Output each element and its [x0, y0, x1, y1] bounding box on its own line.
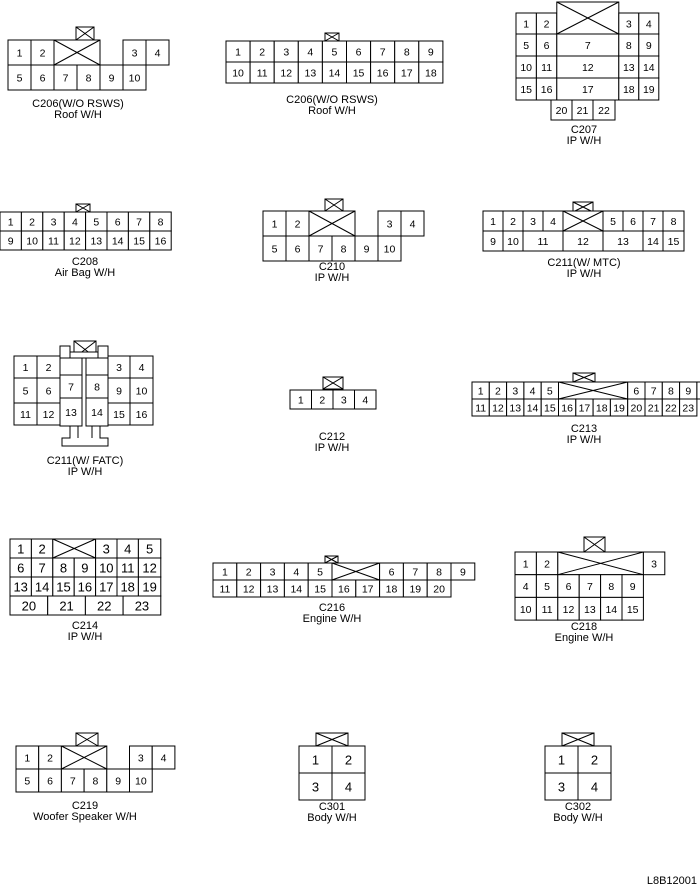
pin-number: 11 [219, 583, 231, 596]
pin-number: 7 [586, 581, 593, 594]
pin-number: 19 [409, 583, 422, 596]
pin-number: 14 [290, 583, 303, 596]
pin-number: 8 [59, 560, 68, 576]
pin-number: 2 [38, 541, 46, 557]
pin-number: 7 [650, 385, 657, 398]
pin-number: 6 [543, 40, 550, 52]
pin-number: 8 [92, 775, 99, 788]
connector-c301 [299, 733, 365, 824]
cable-bracket [62, 426, 108, 446]
pin-number: 6 [45, 385, 52, 398]
pin-number: 11 [475, 402, 487, 415]
connector-name: C210 [318, 261, 346, 273]
pin-number: 14 [647, 236, 659, 248]
figure-code: L8B12001 [646, 875, 697, 887]
pin-number: 2 [45, 362, 52, 374]
pin-number: 11 [541, 603, 553, 616]
pin-number: 2 [47, 752, 53, 765]
pin-number: 9 [629, 581, 636, 594]
connector-c218 [515, 537, 665, 644]
pin-number: 9 [115, 775, 122, 788]
pin-number: 7 [62, 72, 69, 85]
pin-number: 1 [221, 566, 228, 579]
harness-name: Engine W/H [302, 613, 362, 625]
connector-name: C213 [570, 423, 598, 435]
pin-number: 17 [578, 402, 591, 415]
pin-number: 1 [7, 216, 14, 229]
pin-number: 7 [317, 243, 324, 256]
pin-number: 9 [108, 72, 115, 85]
pin-number: 1 [297, 394, 304, 407]
pin-number: 11 [256, 67, 268, 80]
pin-number: 5 [271, 243, 278, 256]
pin-number: 5 [145, 541, 154, 557]
connector-c302 [545, 733, 611, 824]
pin-number: 2 [344, 752, 353, 768]
pin-number: 12 [581, 62, 594, 74]
pin-number: 13 [617, 236, 629, 248]
pin-number: 6 [17, 560, 25, 576]
pin-number: 4 [645, 18, 652, 31]
pin-number: 2 [39, 47, 46, 60]
harness-name: Roof W/H [54, 109, 102, 121]
pin-number: 21 [59, 598, 74, 614]
pin-number: 12 [42, 409, 55, 421]
pin-number: 15 [314, 583, 326, 596]
pin-number: 5 [546, 385, 553, 398]
pin-number: 16 [376, 67, 389, 80]
pin-number: 22 [598, 105, 610, 117]
pin-number: 16 [77, 579, 93, 595]
pin-number: 18 [595, 402, 608, 415]
pin-number: 12 [562, 603, 575, 616]
pin-number: 1 [22, 362, 29, 374]
pin-number: 13 [622, 62, 635, 74]
pin-number: 2 [319, 394, 326, 407]
pin-number: 18 [120, 579, 135, 595]
pin-number: 10 [128, 72, 141, 85]
pin-number: 17 [99, 579, 114, 595]
pin-number: 16 [540, 84, 553, 96]
pin-number: 1 [557, 752, 566, 768]
pin-number: 20 [555, 105, 568, 117]
pin-number: 2 [259, 46, 266, 59]
pin-number: 9 [81, 560, 89, 576]
pin-number: 8 [94, 381, 100, 394]
pin-number: 11 [537, 236, 549, 248]
harness-name: Roof W/H [308, 105, 356, 117]
pin-number: 10 [26, 235, 38, 248]
connector-name: C301 [318, 801, 346, 813]
pin-number: 3 [651, 558, 658, 571]
pin-number: 2 [544, 558, 551, 571]
pin-number: 6 [630, 216, 636, 228]
pin-number: 5 [93, 216, 100, 229]
pin-number: 4 [550, 216, 556, 228]
pin-number: 14 [34, 579, 50, 595]
connector-name: C214 [71, 620, 99, 632]
pin-number: 21 [576, 105, 589, 117]
pin-number: 8 [670, 216, 677, 228]
pin-number: 14 [111, 235, 124, 248]
pin-number: 14 [328, 67, 341, 80]
pin-number: 18 [385, 583, 398, 596]
connector-name: C211(W/ FATC) [46, 455, 124, 467]
connector-c219 [16, 733, 175, 823]
connector-name: C206(W/O RSWS) [286, 94, 378, 106]
connector-name: C302 [564, 801, 592, 813]
pin-number: 3 [386, 218, 393, 231]
pin-number: 4 [71, 216, 78, 229]
pin-number: 16 [561, 402, 573, 415]
connector-name: C208 [71, 256, 99, 268]
pin-number: 4 [160, 752, 167, 765]
connector-c206a [8, 27, 169, 121]
pin-number: 10 [135, 385, 148, 398]
pin-number: 15 [352, 67, 365, 80]
pin-number: 8 [436, 566, 443, 579]
connector-name: C207 [570, 124, 598, 136]
pin-number: 3 [50, 216, 57, 229]
pin-number: 21 [647, 402, 660, 415]
connector-name: C212 [318, 431, 346, 443]
pin-number: 3 [512, 385, 519, 398]
pin-number: 16 [135, 409, 148, 421]
pin-number: 1 [17, 541, 25, 557]
pin-number: 11 [120, 560, 135, 576]
pin-number: 5 [16, 72, 23, 85]
pin-number: 8 [157, 216, 164, 229]
pin-number: 9 [363, 243, 370, 256]
pin-number: 7 [136, 216, 143, 229]
pin-number: 1 [16, 47, 23, 60]
pin-number: 22 [665, 402, 677, 415]
connector-c212 [290, 377, 376, 454]
pin-number: 6 [47, 775, 53, 788]
pin-number: 2 [294, 218, 301, 231]
pin-number: 3 [557, 779, 566, 795]
connector-c213 [472, 373, 700, 446]
pin-number: 6 [355, 46, 362, 59]
connector-c216 [213, 556, 475, 625]
pin-number: 6 [633, 385, 640, 398]
pin-number: 9 [7, 235, 14, 248]
housing-tab [98, 346, 108, 358]
pin-number: 14 [605, 603, 618, 616]
pin-number: 3 [116, 362, 122, 374]
pin-number: 19 [642, 84, 655, 96]
harness-name: IP W/H [566, 135, 602, 147]
pin-number: 3 [311, 779, 320, 795]
pin-number: 13 [65, 407, 77, 419]
pin-number: 20 [433, 583, 445, 596]
pin-number: 9 [459, 566, 466, 579]
pin-number: 4 [124, 541, 132, 557]
pin-number: 3 [340, 394, 347, 407]
connector-c210 [263, 199, 424, 284]
connector-c211-fatc [14, 341, 153, 478]
pin-number: 4 [409, 218, 416, 231]
pin-number: 12 [492, 402, 504, 415]
pin-number: 17 [361, 583, 374, 596]
connector-c214 [10, 539, 161, 643]
pin-number: 10 [520, 62, 533, 74]
pin-number: 17 [400, 67, 413, 80]
harness-name: IP W/H [67, 466, 103, 478]
pin-number: 1 [490, 216, 496, 228]
pin-number: 7 [69, 775, 76, 788]
harness-name: IP W/H [566, 268, 602, 280]
pin-number: 14 [526, 402, 539, 415]
pin-number: 12 [280, 67, 293, 80]
housing-tab [60, 346, 70, 358]
pin-number: 7 [584, 40, 591, 52]
pin-number: 5 [317, 566, 324, 579]
harness-name: Engine W/H [554, 632, 614, 644]
pin-number: 2 [543, 18, 550, 31]
pin-number: 15 [56, 579, 71, 595]
pin-number: 12 [69, 235, 81, 248]
pin-number: 11 [541, 62, 553, 74]
pin-number: 15 [113, 409, 125, 421]
pin-number: 1 [522, 558, 529, 571]
pin-number: 2 [245, 566, 252, 579]
pin-number: 2 [510, 216, 516, 228]
harness-name: Body W/H [307, 812, 357, 824]
pin-number: 4 [307, 46, 314, 59]
pin-number: 8 [608, 581, 615, 594]
pin-number: 9 [116, 385, 122, 398]
pin-number: 9 [685, 385, 692, 398]
connector-c207 [516, 2, 659, 147]
housing-rib [70, 352, 98, 358]
pin-number: 4 [522, 581, 529, 594]
pin-number: 23 [682, 402, 695, 415]
pin-number: 18 [622, 84, 635, 96]
connector-c211-mtc [483, 202, 684, 280]
pin-number: 19 [142, 579, 157, 595]
pin-number: 10 [507, 236, 519, 248]
pin-number: 16 [338, 583, 350, 596]
pin-number: 5 [610, 216, 616, 228]
pin-number: 1 [311, 752, 320, 768]
pin-number: 3 [625, 18, 632, 31]
pin-number: 4 [590, 779, 599, 795]
connector-name: C211(W/ MTC) [547, 257, 621, 269]
pin-number: 9 [490, 236, 496, 248]
pin-number: 9 [645, 40, 652, 52]
pin-number: 9 [427, 46, 434, 59]
pin-number: 4 [529, 385, 536, 398]
pin-number: 14 [642, 62, 655, 74]
pin-number: 17 [581, 84, 594, 96]
pin-number: 8 [668, 385, 674, 398]
pin-number: 13 [90, 235, 103, 248]
connector-name: C218 [570, 621, 598, 633]
pin-number: 13 [509, 402, 522, 415]
harness-name: IP W/H [314, 442, 350, 454]
pin-number: 19 [613, 402, 625, 415]
harness-name: IP W/H [314, 272, 350, 284]
pin-number: 3 [102, 541, 110, 557]
pin-number: 3 [137, 752, 144, 765]
connector-name: C206(W/O RSWS) [32, 98, 124, 110]
pin-number: 5 [523, 40, 530, 52]
pin-number: 7 [650, 216, 656, 228]
pin-number: 5 [331, 46, 338, 59]
pin-number: 10 [135, 775, 147, 788]
pin-number: 20 [21, 598, 37, 614]
pin-number: 4 [293, 566, 300, 579]
connector-c206b [226, 33, 443, 117]
pin-number: 15 [133, 235, 145, 248]
pin-number: 2 [590, 752, 599, 768]
pin-number: 3 [530, 216, 536, 228]
pin-number: 4 [344, 779, 353, 795]
pin-number: 7 [379, 46, 386, 59]
pin-number: 1 [271, 218, 278, 231]
pin-number: 3 [269, 566, 276, 579]
pin-number: 13 [584, 603, 596, 616]
connector-name: C216 [318, 602, 346, 614]
pin-number: 6 [114, 216, 121, 229]
pin-number: 7 [68, 381, 74, 394]
pin-number: 5 [544, 581, 551, 594]
pin-number: 22 [97, 598, 112, 614]
pin-number: 6 [294, 243, 301, 256]
pin-number: 3 [283, 46, 290, 59]
pin-number: 1 [24, 752, 31, 765]
pin-number: 2 [495, 385, 501, 398]
pin-number: 8 [403, 46, 410, 59]
pin-number: 10 [99, 560, 114, 576]
pin-number: 12 [142, 560, 157, 576]
pin-number: 15 [544, 402, 556, 415]
pin-number: 13 [304, 67, 317, 80]
pin-number: 3 [131, 47, 138, 60]
pin-number: 1 [523, 18, 530, 31]
harness-name: Body W/H [553, 812, 603, 824]
pin-number: 23 [134, 598, 150, 614]
pin-number: 6 [565, 581, 572, 594]
pin-number: 15 [667, 236, 680, 248]
pin-number: 1 [235, 46, 241, 59]
pin-number: 13 [13, 579, 28, 595]
harness-name: IP W/H [67, 631, 103, 643]
pin-number: 2 [29, 216, 36, 229]
pin-number: 4 [362, 394, 369, 407]
pin-number: 12 [577, 236, 589, 248]
pin-number: 4 [138, 362, 145, 374]
harness-name: Woofer Speaker W/H [33, 811, 137, 823]
pin-number: 11 [48, 235, 59, 248]
pin-number: 15 [626, 603, 639, 616]
pin-number: 11 [20, 409, 31, 421]
pin-number: 8 [625, 40, 632, 52]
pin-number: 14 [91, 407, 103, 419]
harness-name: Air Bag W/H [54, 267, 116, 279]
harness-name: IP W/H [566, 434, 602, 446]
pin-number: 10 [383, 243, 396, 256]
pin-number: 6 [39, 72, 46, 85]
pin-number: 18 [425, 67, 437, 80]
pin-number: 6 [388, 566, 395, 579]
pin-number: 16 [154, 235, 167, 248]
pin-number: 7 [38, 560, 46, 576]
pin-number: 20 [630, 402, 643, 415]
pin-number: 5 [24, 775, 31, 788]
connector-name: C219 [71, 800, 99, 812]
pin-number: 8 [85, 72, 92, 85]
pin-number: 13 [266, 583, 279, 596]
pin-number: 15 [520, 84, 533, 96]
pin-number: 12 [242, 583, 255, 596]
pin-number: 4 [154, 47, 161, 60]
pin-number: 10 [232, 67, 244, 80]
pin-number: 8 [340, 243, 347, 256]
pin-number: 1 [477, 385, 484, 398]
pin-number: 10 [519, 603, 532, 616]
connector-c208 [0, 204, 171, 279]
pin-number: 5 [22, 385, 29, 398]
pin-number: 7 [412, 566, 419, 579]
